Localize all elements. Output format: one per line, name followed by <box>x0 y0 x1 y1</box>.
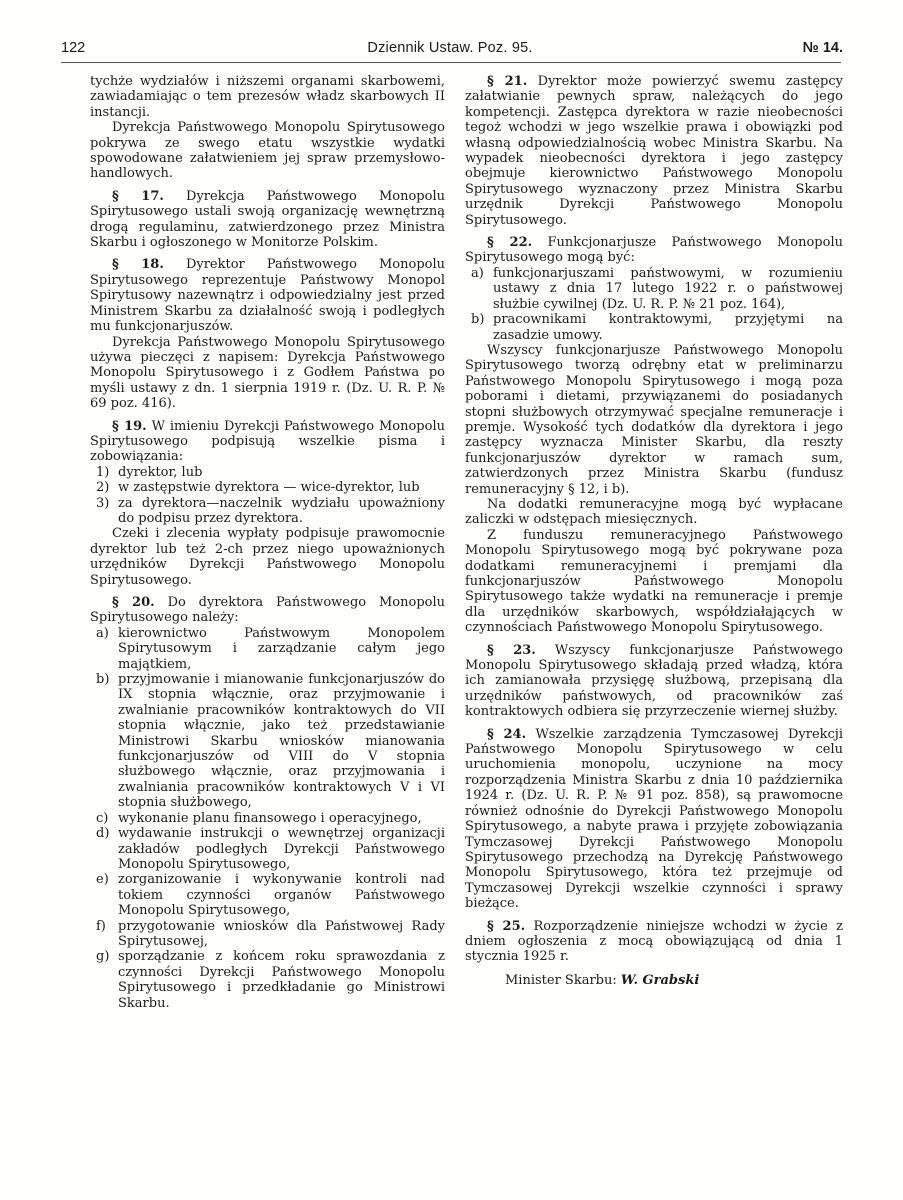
section-label: § 25. <box>487 918 526 934</box>
paragraph: Na dodatki remuneracyjne mogą być wypłacane zaliczki w odstępach miesięcznych. <box>465 496 843 528</box>
section-18 <box>90 257 445 334</box>
section-19 <box>90 419 445 465</box>
issue-number: № 14. <box>802 40 843 56</box>
section-text: Dyrektor może powierzyć swemu zastępcy załatwianie pewnych spraw, należących do jego kompetencji. Zastępca dyrektora w razie nieobecności tegoż wchodzi w jego wszelkie prawa i obowiązki pod własną odpowiedzialnością wobec Ministra Skarbu. Na wypadek nieobecności dyrektora i jego zastępcy obejmuje kierownictwo Państwowego Monopolu Spirytusowego wyznaczony przez Ministra Skarbu urzędnik Dyrekcji Państwowego Monopolu Spirytusowego. <box>465 74 843 228</box>
page-header <box>57 36 843 62</box>
section-text: Wszyscy funkcjonarjusze Państwowego Monopolu Spirytusowego składają przed władzą, która ich zamianowała przysięgę służbową, przepisaną dla urzędników państwowych, od pracowników zaś kontraktowych odbiera się przyrzeczenie wiernej służby. <box>465 642 843 720</box>
list-item: d) wydawanie instrukcji o wewnętrzej organizacji zakładów podległych Dyrekcji Państwowego Monopolu Spirytusowego, <box>96 826 445 872</box>
section-20 <box>90 595 445 626</box>
section-21 <box>465 74 843 228</box>
paragraph: Dyrekcja Państwowego Monopolu Spirytusowego używa pieczęci z napisem: Dyrekcja Państwowego Monopolu Spirytusowego i z Godłem Państwa po myśli ustawy z dn. 1 sierpnia 1919 r. (Dz. U. R. P. № 69 poz. 416). <box>90 334 445 412</box>
section-label: § 18. <box>112 257 164 273</box>
list-item: 2) w zastępstwie dyrektora — wice-dyrektor, lub <box>96 480 420 496</box>
section-label: § 21. <box>487 74 528 89</box>
section-25 <box>465 919 843 965</box>
section-label: § 17. <box>112 188 164 204</box>
paragraph: Dyrekcja Państwowego Monopolu Spirytusowego pokrywa ze swego etatu wszystkie wydatki spowodowane załatwieniem jej spraw przemysłowo-handlowych. <box>90 120 445 182</box>
signature <box>465 973 843 988</box>
section-label: § 22. <box>487 235 533 251</box>
s22-list <box>465 266 843 343</box>
paragraph: Wszyscy funkcjonarjusze Państwowego Monopolu Spirytusowego tworzą odrębny etat w preliminarzu Państwowego Monopolu Spirytusowego i mogą poza poborami i dietami, przywiązanemi do posiadanych stopni służbowych otrzymywać specjalne remuneracje i premje. Wysokość tych dodatków dla dyrektora i jego zastępcy wyznacza Minister Skarbu, dla reszty funkcjonarjuszów dyrektor w ramach sum, zatwierdzonych przez Ministra Skarbu (fundusz remuneracyjny § 12, i b). <box>465 342 843 497</box>
list-item: g) sporządzanie z końcem roku sprawozdania z czynności Dyrekcji Państwowego Monopolu Spirytusowego i przedkładanie go Ministrowi Skarbu. <box>96 949 445 1011</box>
section-text: Rozporządzenie niniejsze wchodzi w życie z dniem ogłoszenia z mocą obowiązującą od dnia 1 stycznia 1925 r. <box>465 918 843 965</box>
left-column <box>90 74 445 1011</box>
right-column <box>465 74 843 988</box>
section-label: § 23. <box>487 642 536 658</box>
list-item: 1) dyrektor, lub <box>96 464 203 480</box>
section-24 <box>465 727 843 912</box>
list-item: b) pracownikami kontraktowymi, przyjętymi na zasadzie umowy. <box>471 312 843 343</box>
paragraph: Z funduszu remuneracyjnego Państwowego Monopolu Spirytusowego mogą być pokrywane poza dodatkami remuneracyjnemi i premjami dla funkcjonarjuszów Państwowego Monopolu Spirytusowego także wydatki na remuneracje i premje dla urzędników skarbowych, współdziałających w czynnościach Państwowego Monopolu Spirytusowego. <box>465 527 843 636</box>
signature-role: Minister Skarbu: <box>505 972 617 988</box>
list-item: 3) za dyrektora—naczelnik wydziału upoważniony do podpisu przez dyrektora. <box>96 495 445 526</box>
s19-list <box>90 465 445 527</box>
list-item: c) wykonanie planu finansowego i operacyjnego, <box>96 810 422 826</box>
list-item: a) funkcjonarjuszami państwowymi, w rozumieniu ustawy z dnia 17 lutego 1922 r. o państwowej służbie cywilnej (Dz. U. R. P. № 21 poz. 164), <box>471 265 843 312</box>
paragraph: tychże wydziałów i niższemi organami skarbowemi, zawiadamiając o tem prezesów władz skarbowych II instancji. <box>90 74 445 120</box>
list-item: f) przygotowanie wniosków dla Państwowej Rady Spirytusowej, <box>96 918 445 949</box>
list-item: b) przyjmowanie i mianowanie funkcjonarjuszów do IX stopnia włącznie, oraz przyjmowanie i zwalnianie pracowników kontraktowych do VII stopnia włącznie, jako też przedstawianie Ministrowi Skarbu wniosków mianowania funkcjonarjuszów od VIII do V stopnia służbowego włącznie, oraz przyjmowania i zwalniania pracowników kontraktowych V i VI stopnia służbowego, <box>96 672 445 811</box>
page-number: 122 <box>61 40 86 56</box>
section-text: Dyrekcja Państwowego Monopolu Spirytusowego ustali swoją organizację wewnętrzną drogą regulaminu, zatwierdzonego przez Ministra Skarbu i ogłoszonego w Monitorze Polskim. <box>90 188 445 251</box>
s20-list <box>90 626 445 1011</box>
section-label: § 20. <box>112 595 155 610</box>
paragraph: Czeki i zlecenia wypłaty podpisuje prawomocnie dyrektor lub też 2-ch przez niego upoważnionych urzędników Dyrekcji Państwowego Monopolu Spirytusowego. <box>90 526 445 588</box>
section-text: Wszelkie zarządzenia Tymczasowej Dyrekcji Państwowego Monopolu Spirytusowego w celu uruchomienia monopolu, uczynione na mocy rozporządzenia Ministra Skarbu z dnia 10 października 1924 r. (Dz. U. R. P. № 91 poz. 858), są prawomocne również odnośnie do Dyrekcji Państwowego Monopolu Spirytusowego, a nabyte prawa i przyjęte zobowiązania Tymczasowej Dyrekcji Państwowego Monopolu Spirytusowego przechodzą na Dyrekcję Państwowego Monopolu Spirytusowego, która też przejmuje od Tymczasowej Dyrekcji wszelkie czynności i sprawy bieżące. <box>465 726 843 912</box>
section-text: Funkcjonarjusze Państwowego Monopolu Spirytusowego mogą być: <box>465 235 843 266</box>
section-text: Do dyrektora Państwowego Monopolu Spirytusowego należy: <box>90 595 445 626</box>
journal-title: Dziennik Ustaw. Poz. 95. <box>367 40 533 56</box>
header-rule <box>61 62 841 63</box>
section-22 <box>465 235 843 266</box>
section-23 <box>465 643 843 720</box>
section-label: § 24. <box>487 726 527 742</box>
section-label: § 19. <box>112 418 147 434</box>
section-text: W imieniu Dyrekcji Państwowego Monopolu Spirytusowego podpisują wszelkie pisma i zobowiązania: <box>90 418 445 465</box>
section-17 <box>90 189 445 251</box>
section-text: Dyrektor Państwowego Monopolu Spirytusowego reprezentuje Państwowy Monopol Spirytusowy nazewnątrz i odpowiedzialny jest przed Ministrem Skarbu za działalność swoją i podległych mu funkcjonarjuszów. <box>90 257 445 335</box>
list-item: e) zorganizowanie i wykonywanie kontroli nad tokiem czynności organów Państwowego Monopolu Spirytusowego, <box>96 872 445 919</box>
signature-name: W. Grabski <box>620 972 700 988</box>
list-item: a) kierownictwo Państwowym Monopolem Spirytusowym i zarządzanie całym jego majątkiem, <box>96 625 445 672</box>
